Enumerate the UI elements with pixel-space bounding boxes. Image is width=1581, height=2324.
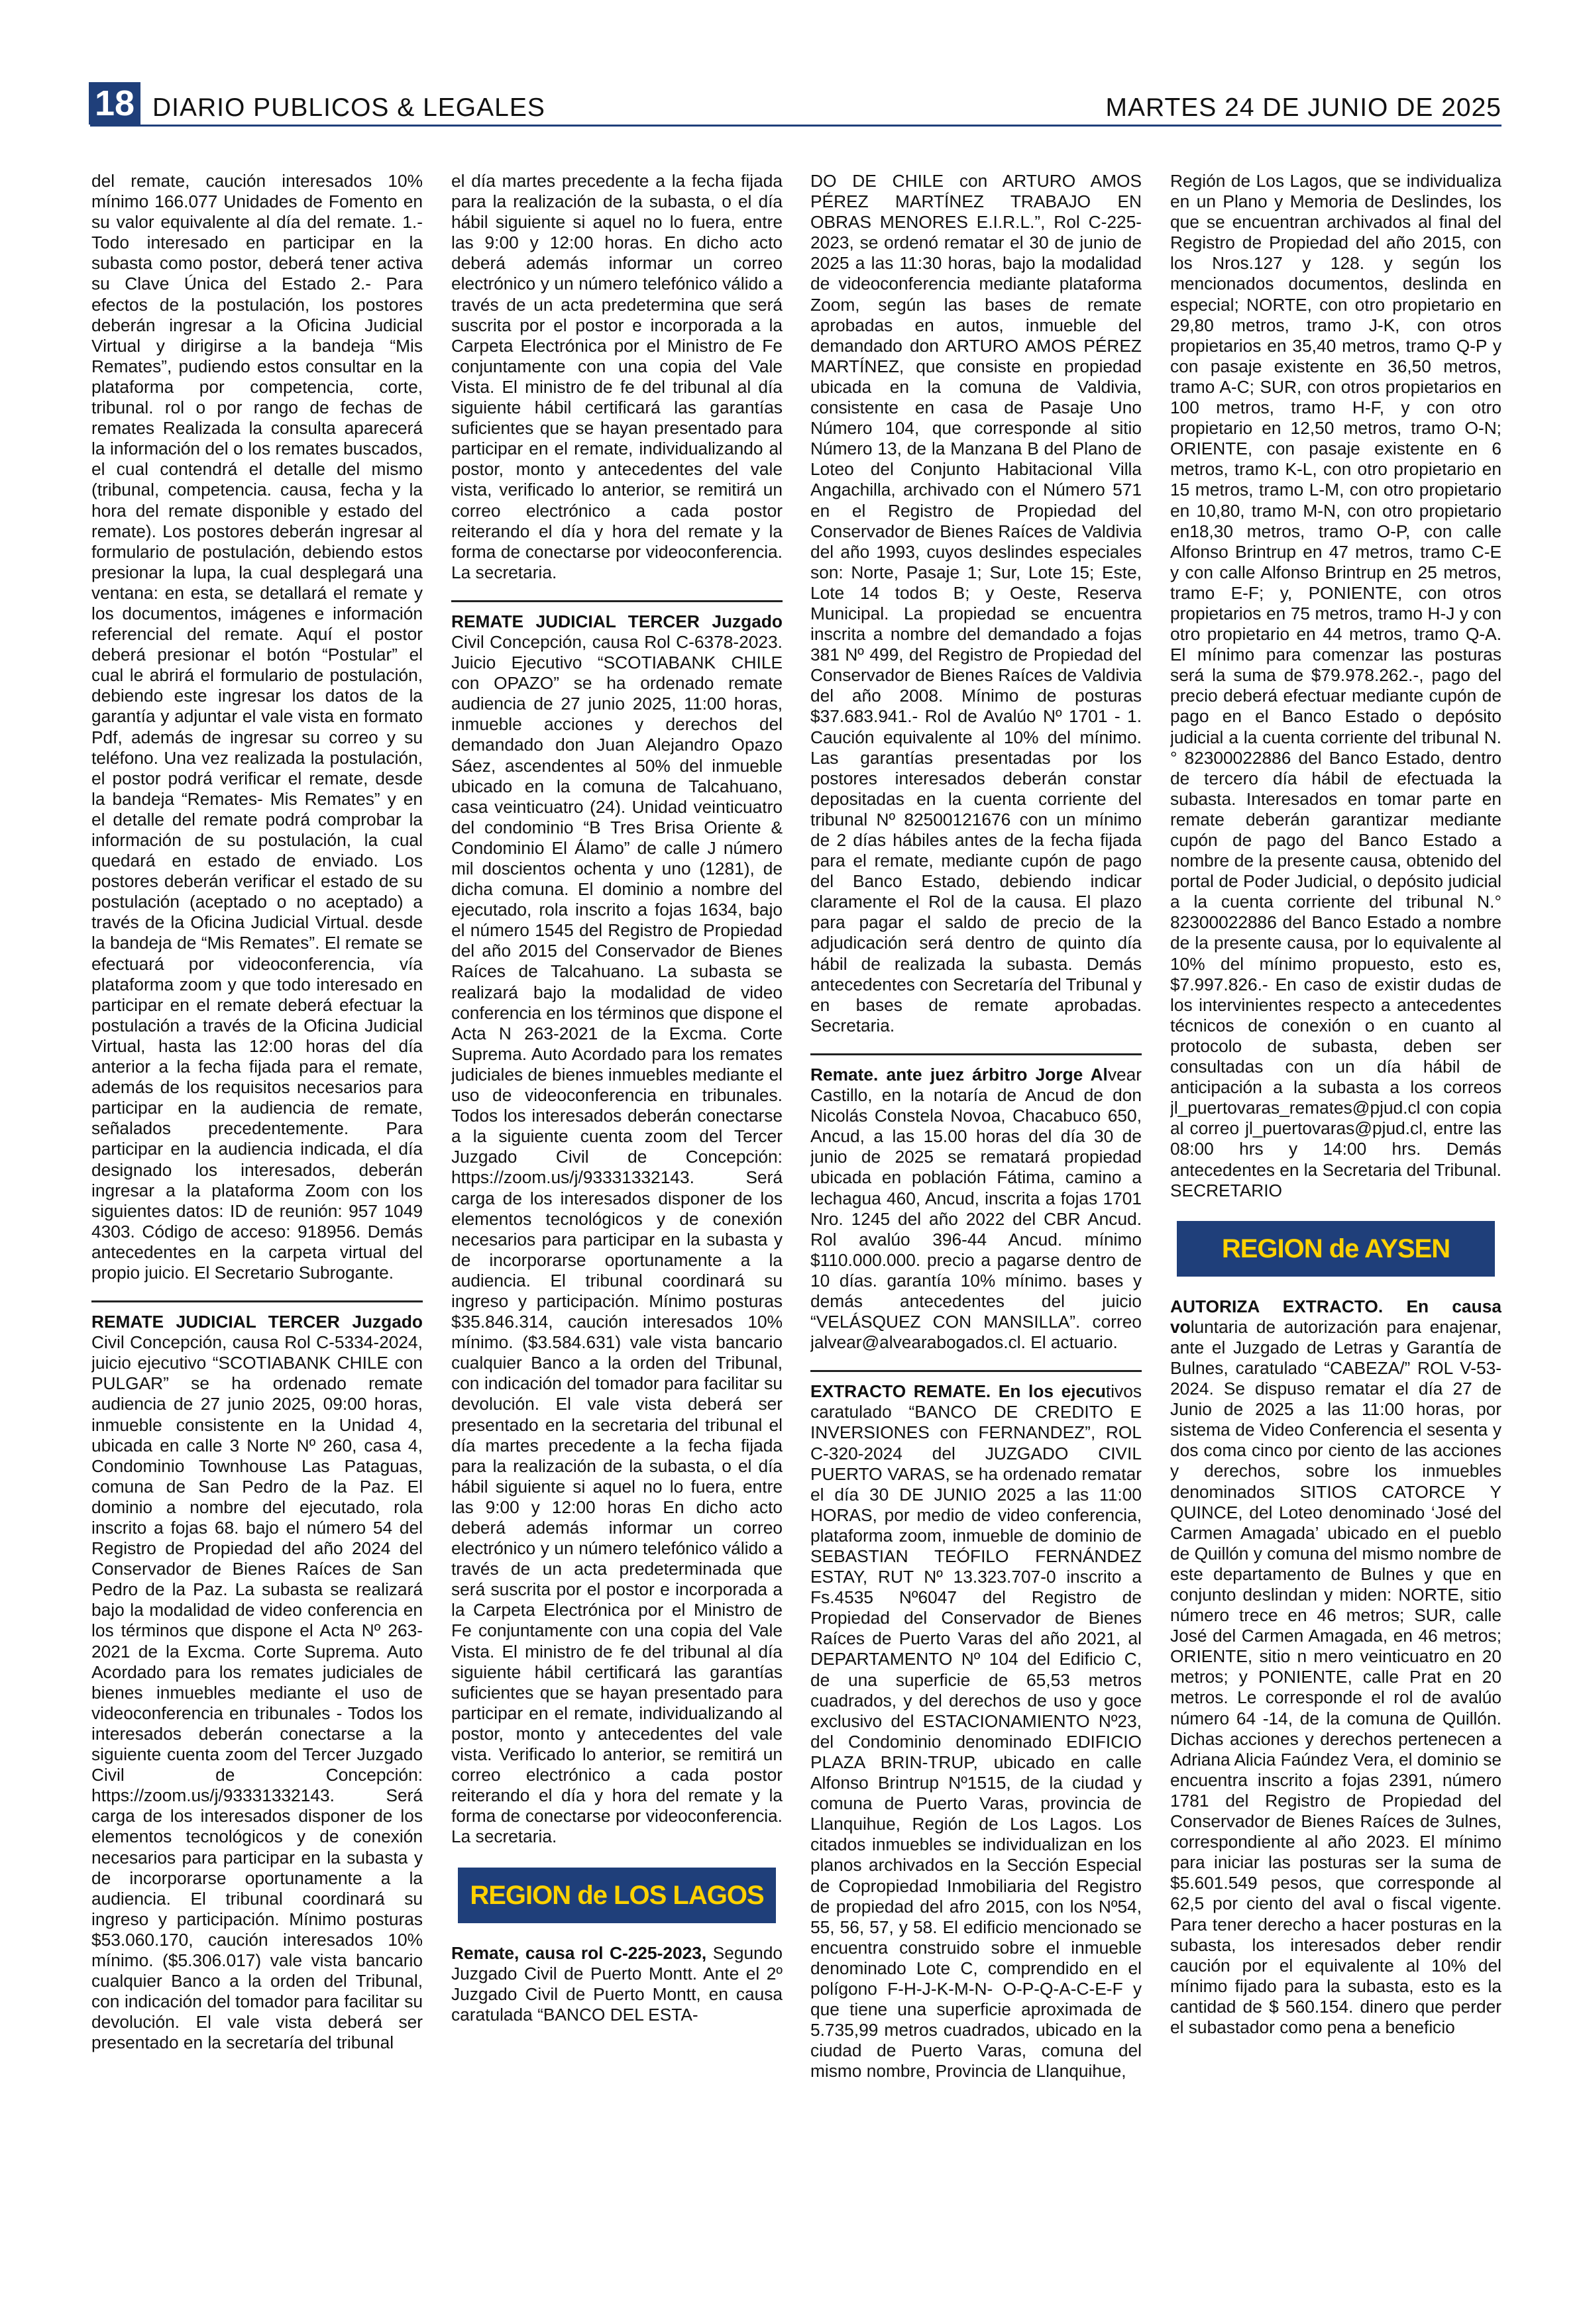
notice-title: Remate, causa rol C-225-2023,	[451, 1942, 707, 1963]
notice-remate-pulgar	[91, 1300, 423, 2053]
page-number: 18	[89, 82, 140, 125]
notice-remate-arbitro	[810, 1053, 1142, 1353]
column-4	[1170, 171, 1501, 2298]
notice-continuation: del remate, caución interesados 10% mínimo 166.077 Unidades de Fomento en su valor equivalente al día del remate. 1.-Todo interesado en participar en la subasta como postor, deberá tener activa su Clave Única del Estado 2.- Para efectos de la postulación, los postores deberán ingresar a la Oficina Judicial Virtual y dirigirse a la bandeja “Mis Remates”, pudiendo estos consultar en la plataforma por competencia, corte, tribunal. rol o por rango de fechas de remates Realizada la consulta aparecerá la información del o los remates buscados, el cual contendrá el detalle del mismo (tribunal, competencia. causa, fecha y la hora del remate disponible y estado del remate). Los postores deberán ingresar al formulario de postulación, debiendo estos presionar la lupa, la cual desplegará una ventana: en esta, se detallará el remate y los documentos, imágenes e información referencial del remate. Aquí el postor deberá presionar el botón “Postular” el cual le abrirá el formulario de postulación, debiendo este ingresar los datos de la garantía y adjuntar el vale vista en formato Pdf, además de ingresar su correo y su teléfono. Una vez realizada la postulación, el postor podrá verificar el remate, desde la bandeja “Remates- Mis Remates” y en el detalle del remate podrá comprobar la información de su postulación, la cual quedará en estado de enviado. Los postores deberán verificar el estado de su postulación (aceptado o no aceptado) a través de la Oficina Judicial Virtual. desde la bandeja de “Mis Remates”. El remate se efectuará por videoconferencia, vía plataforma zoom y que todo interesado en participar en el remate deberá efectuar la postulación a través de la Oficina Judicial Virtual, hasta las 12:00 horas del día anterior a la fecha fijada para el remate, además de los requisitos necesarios para participar en la audiencia de remate, señalados precedentemente. Para participar en la audiencia indicada, el día designado los interesados, deberán ingresar a la plataforma Zoom con los siguientes datos: ID de reunión: 957 1049 4303. Código de acceso: 918956. Demás antecedentes en la carpeta virtual del propio juicio. El Secretario Subrogante.	[91, 171, 423, 1283]
region-banner-aysen: REGION de AYSEN	[1177, 1221, 1495, 1277]
notice-title: EXTRACTO REMATE. En los ejecu	[810, 1381, 1106, 1402]
masthead	[90, 82, 1501, 127]
column-1	[91, 171, 423, 2298]
notice-remate-opazo	[451, 600, 783, 1848]
column-2	[451, 171, 783, 2298]
notice-continuation: DO DE CHILE con ARTURO AMOS PÉREZ MARTÍNEZ TRABAJO EN OBRAS MENORES E.I.R.L.”, Rol C-225-2023, se ordenó rematar el 30 de junio de 2025 a las 11:30 horas, bajo la modalidad de videoconferencia mediante plataforma Zoom, según las bases de remate aprobadas en autos, inmueble del demandado don ARTURO AMOS PÉREZ MARTÍNEZ, que consiste en propiedad ubicada en la comuna de Valdivia, consistente en casa de Pasaje Uno Número 104, que corresponde al sitio Número 13, de la Manzana B del Plano de Loteo del Conjunto Habitacional Villa Angachilla, archivado con el Número 571 en el Registro de Propiedad del Conservador de Bienes Raíces de Valdivia del año 1993, cuyos deslindes especiales son: Norte, Pasaje 1; Sur, Lote 15; Este, Lote 14 todos B; y Oeste, Reserva Municipal. La propiedad se encuentra inscrita a nombre del demandado a fojas 381 Nº 499, del Registro de Propiedad del Conservador de Bienes Raíces de Valdivia del año 2008. Mínimo de posturas $37.683.941.- Rol de Avalúo Nº 1701 - 1. Caución equivalente al 10% del mínimo. Las garantías presentadas por los postores interesados deberán constar depositadas en la cuenta corriente del tribunal Nº 82500121676 con un mínimo de 2 días hábiles antes de la fecha fijada para el remate, mediante cupón de pago del Banco Estado, debiendo indicar claramente el Rol de la causa. El plazo para pagar el saldo de precio de la adjudicación será dentro de quinto día hábil de realizada la subasta. Demás antecedentes con Secretaría del Tribunal y en bases de remate aprobadas. Secretaria.	[810, 171, 1142, 1035]
notice-title: REMATE JUDICIAL TERCER Juzgado	[91, 1312, 423, 1332]
notice-extracto-remate	[810, 1370, 1142, 2082]
notice-continuation: el día martes precedente a la fecha fijada para la realización de la subasta, o el día hábil siguiente si aquel no lo fuera, entre las 9:00 y 12:00 horas. En dicho acto deberá además informar un correo electrónico y un número telefónico válido a través de un acta predetermina que será suscrita por el postor e incorporada a la Carpeta Electrónica por el Ministro de Fe conjuntamente con una copia del Vale Vista. El ministro de fe del tribunal al día siguiente hábil certificará las garantías suficientes que se hayan presentado para participar en el remate, individualizando al postor, monto y antecedentes del vale vista, verificado lo anterior, se remitirá un correo electrónico a cada postor reiterando el día y hora del remate y la forma de conectarse por videoconferencia. La secretaria.	[451, 171, 783, 582]
notice-continuation: Región de Los Lagos, que se individualiza en un Plano y Memoria de Deslindes, los que se encuentran archivados al final del Registro de Propiedad del año 2015, con los Nros.127 y 128. y según los mencionados documentos, deslinda en especial; NORTE, con otro propietario en 29,80 metros, tramo J-K, con otros propietarios en 35,40 metros, tramo Q-P y con pasaje existente en 36,50 metros, tramo A-C; SUR, con otros propietarios en 100 metros, tramo H-F, y con otro propietario en 12,50 metros, tramo O-N; ORIENTE, con pasaje existente en 6 metros, tramo K-L, con otro propietario en 15 metros, tramo L-M, con otro propietario en 10,80, tramo M-N, con otro propietario en18,30 metros, tramo O-P, con calle Alfonso Brintrup en 47 metros, tramo C-E y con calle Alfonso Brintrup en 25 metros, tramo E-F; y, PONIENTE, con otros propietarios en 75 metros, tramo H-J y con otro propietario en 44 metros, tramo Q-A. El mínimo para comenzar las posturas será la suma de $79.978.262.-, pago del precio deberá efectuar mediante cupón de pago en el Banco Estado o depósito judicial a la cuenta corriente del tribunal N.° 82300022886 del Banco Estado, dentro de tercero día hábil de efectuada la subasta. Interesados en tomar parte en remate deberán garantizar mediante cupón de pago del Banco Estado a nombre de la presente causa, obtenido del portal de Poder Judicial, o depósito judicial a la cuenta corriente del tribunal N.° 82300022886 del Banco Estado a nombre de la presente causa, por lo equivalente al 10% del mínimo propuesto, esto es, $7.997.826.- En caso de existir dudas de los intervinientes respecto a antecedentes técnicos de conexión o en cuanto al protocolo de subasta, deben ser consultadas con un día hábil de anticipación a la subasta a los correos jl_puertovaras_remates@pjud.cl con copia al correo jl_puertovaras@pjud.cl, entre las 08:00 hrs y 14:00 hrs. Demás antecedentes en la Secretaria del Tribunal. SECRETARIO	[1170, 171, 1501, 1200]
notice-title: Remate. ante juez árbitro Jorge Al	[810, 1064, 1108, 1084]
column-3	[810, 171, 1142, 2298]
issue-date: MARTES 24 DE JUNIO DE 2025	[1105, 93, 1501, 122]
notice-body: Civil Concepción, causa Rol C-5334-2024, juicio ejecutivo “SCOTIABANK CHILE con PULGAR” se ha ordenado remate audiencia de 27 junio 2025, 09:00 horas, inmueble consistente en la Unidad 4, ubicada en calle 3 Norte Nº 260, casa 4, Condominio Townhouse Las Pataguas, comuna de San Pedro de la Paz. El dominio a nombre del ejecutado, rola inscrito a fojas 68. bajo el número 54 del Registro de Propiedad del año 2024 del Conservador de Bienes Raíces de San Pedro de la Paz. La subasta se realizará bajo la modalidad de video conferencia en los términos que dispone el Acta Nº 263-2021 de la Excma. Corte Suprema. Auto Acordado para los remates judiciales de bienes inmuebles mediante el uso de videoconferencia en tribunales - Todos los interesados deberán conectarse a la siguiente cuenta zoom del Tercer Juzgado Civil de Concepción: https://zoom.us/j/93331332143. Será carga de los interesados disponer de los elementos tecnológicos y de conexión necesarios para participar en la subasta y de incorporarse oportunamente a la audiencia. El tribunal coordinará su ingreso y participación. Mínimo posturas $53.060.170, caución interesados 10% mínimo. ($5.306.017) vale vista bancario cualquier Banco a la orden del Tribunal, con indicación del tomador para facilitar su devolución. El vale vista deberá ser presentado en la secretaría del tribunal	[91, 1332, 423, 2053]
notice-body: luntaria de autorización para enajenar, ante el Juzgado de Letras y Garantía de Bulnes, caratulado “CABEZA/” ROL V-53-2024. Se dispuso rematar el día 27 de Junio de 2025 a las 11:00 horas, por sistema de Video Conferencia el sesenta y dos coma cinco por ciento de las acciones y derechos, sobre los inmuebles denominados SITIOS CATORCE Y QUINCE, del Loteo denominado ‘José del Carmen Amagada’ ubicado en el pueblo de Quillón y comuna del mismo nombre de este departamento de Bulnes y que en conjunto deslindan y miden: NORTE, sitio número trece en 46 metros; SUR, calle José del Carmen Amagada, en 46 metros; ORIENTE, sitio n mero veinticuatro en 20 metros; y PONIENTE, calle Prat en 20 metros. Le corresponde el rol de avalúo número 64 -14, de la comuna de Quillón. Dichas acciones y derechos pertenecen a Adriana Alicia Faúndez Vera, el dominio se encuentra inscrito a fojas 2391, número 1781 del Registro de Propiedad del Conservador de Bienes Raíces de 3ulnes, correspondiente al año 2023. El mínimo para iniciar las posturas ser la suma de $5.601.549 pesos, que corresponde al 62,5 por ciento del aval o fiscal vigente. Para tener derecho a hacer posturas en la subasta, los interesados deber rendir caución por el equivalente al 10% del mínimo fijado para la subasta, esto es la cantidad de $ 560.154. dinero que perder el subastador como pena a beneficio	[1170, 1316, 1501, 2037]
notice-title: REMATE JUDICIAL TERCER Juzgado	[451, 611, 783, 631]
notice-body: tivos caratulado “BANCO DE CREDITO E INVERSIONES con FERNANDEZ”, ROL C-320-2024 del JUZGADO CIVIL PUERTO VARAS, se ha ordenado rematar el día 30 DE JUNIO 2025 a las 11:00 HORAS, por medio de video conferencia, plataforma zoom, inmueble de dominio de SEBASTIAN TEÓFILO FERNÁNDEZ ESTAY, RUT Nº 13.323.707-0 inscrito a Fs.4535 Nº6047 del Registro de Propiedad del Conservador de Bienes Raíces de Puerto Varas del año 2021, al DEPARTAMENTO Nº 104 del Edificio C, de una superficie de 65,53 metros cuadrados, y del derechos de uso y goce exclusivo del ESTACIONAMIENTO Nº23, del Condominio denominado EDIFICIO PLAZA BRIN-TRUP, ubicado en calle Alfonso Brintrup Nº1515, de la ciudad y comuna de Puerto Varas, provincia de Llanquihue, Región de Los Lagos. Los citados inmuebles se individualizan en los planos archivados en la Sección Especial de Copropiedad Inmobiliaria del Registro de propiedad del afro 2015, con los Nº54, 55, 56, 57, y 58. El edificio mencionado se encuentra construido sobre el inmueble denominado Lote C, comprendido en el polígono F-H-J-K-M-N- O-P-Q-A-C-E-F y que tiene una superficie aproximada de 5.735,99 metros cuadrados, ubicado en la ciudad de Puerto Varas, comuna del mismo nombre, Provincia de Llanquihue,	[810, 1381, 1142, 2082]
notice-body: vear Castillo, en la notaría de Ancud de don Nicolás Constela Novoa, Chacabuco 650, Ancud, a las 15.00 horas del día 30 de junio de 2025 se rematará propiedad ubicada en población Fátima, camino a lechagua 460, Ancud, inscrita a fojas 1701 Nro. 1245 del año 2022 del CBR Ancud. Rol avalúo 396-44 Ancud. mínimo $110.000.000. precio a pagarse dentro de 10 días. garantía 10% mínimo. bases y demás antecedentes del juicio “VELÁSQUEZ CON MANSILLA”. correo jalvear@alvearabogados.cl. El actuario.	[810, 1064, 1142, 1353]
notice-remate-c225	[451, 1943, 783, 2025]
notice-body: Segundo Juzgado Civil de Puerto Montt. Ante el 2º Juzgado Civil de Puerto Montt, en causa caratulada “BANCO DEL ESTA-	[451, 1942, 783, 2025]
notice-body: Civil Concepción, causa Rol C-6378-2023. Juicio Ejecutivo “SCOTIABANK CHILE con OPAZO” se ha ordenado remate audiencia de 27 junio 2025, 11:00 horas, inmueble acciones y derechos del demandado don Juan Alejandro Opazo Sáez, ascendentes al 50% del inmueble ubicado en la comuna de Talcahuano, casa veinticuatro (24). Unidad veinticuatro del condominio “B Tres Brisa Oriente & Condominio El Álamo” de calle J número mil doscientos ochenta y uno (1281), de dicha comuna. El dominio a nombre del ejecutado, rola inscrito a fojas 1634, bajo el número 1545 del Registro de Propiedad del año 2015 del Conservador de Bienes Raíces de Talcahuano. La subasta se realizará bajo la modalidad de video conferencia en los términos que dispone el Acta N 263-2021 de la Excma. Corte Suprema. Auto Acordado para los remates judiciales de bienes inmuebles mediante el uso de videoconferencia en tribunales. Todos los interesados deberán conectarse a la siguiente cuenta zoom del Tercer Juzgado Civil de Concepción: https://zoom.us/j/93331332143. Será carga de los interesados disponer de los elementos tecnológicos y de conexión necesarios para participar en la subasta y de incorporarse oportunamente a la audiencia. El tribunal coordinará su ingreso y participación. Mínimo posturas $35.846.314, caución interesados 10% mínimo. ($3.584.631) vale vista bancario cualquier Banco a la orden del Tribunal, con indicación del tomador para facilitar su devolución. El vale vista deberá ser presentado en la secretaria del tribunal el día martes precedente a la fecha fijada para la realización de la subasta, o el día hábil siguiente si aquel no lo fuera, entre las 9:00 y 12:00 horas En dicho acto deberá además informar un correo electrónico y un número telefónico válido a través de un acta predeterminada que será suscrita por el postor e incorporada a la Carpeta Electrónica por el Ministro de Fe conjuntamente con una copia del Vale Vista. El ministro de fe del tribunal al día siguiente hábil certificará las garantías suficientes que se hayan presentado para participar en el remate, individualizando al postor, monto y antecedentes del vale vista. Verificado lo anterior, se remitirá un correo electrónico a cada postor reiterando el día y hora del remate y la forma de conectarse por videoconferencia. La secretaria.	[451, 631, 783, 1847]
region-banner-los-lagos: REGION de LOS LAGOS	[458, 1868, 776, 1923]
publication-name: DIARIO PUBLICOS & LEGALES	[152, 93, 545, 122]
notice-autoriza-extracto	[1170, 1296, 1501, 2038]
notice-title: AUTORIZA EXTRACTO. En causa vo	[1170, 1296, 1501, 1337]
